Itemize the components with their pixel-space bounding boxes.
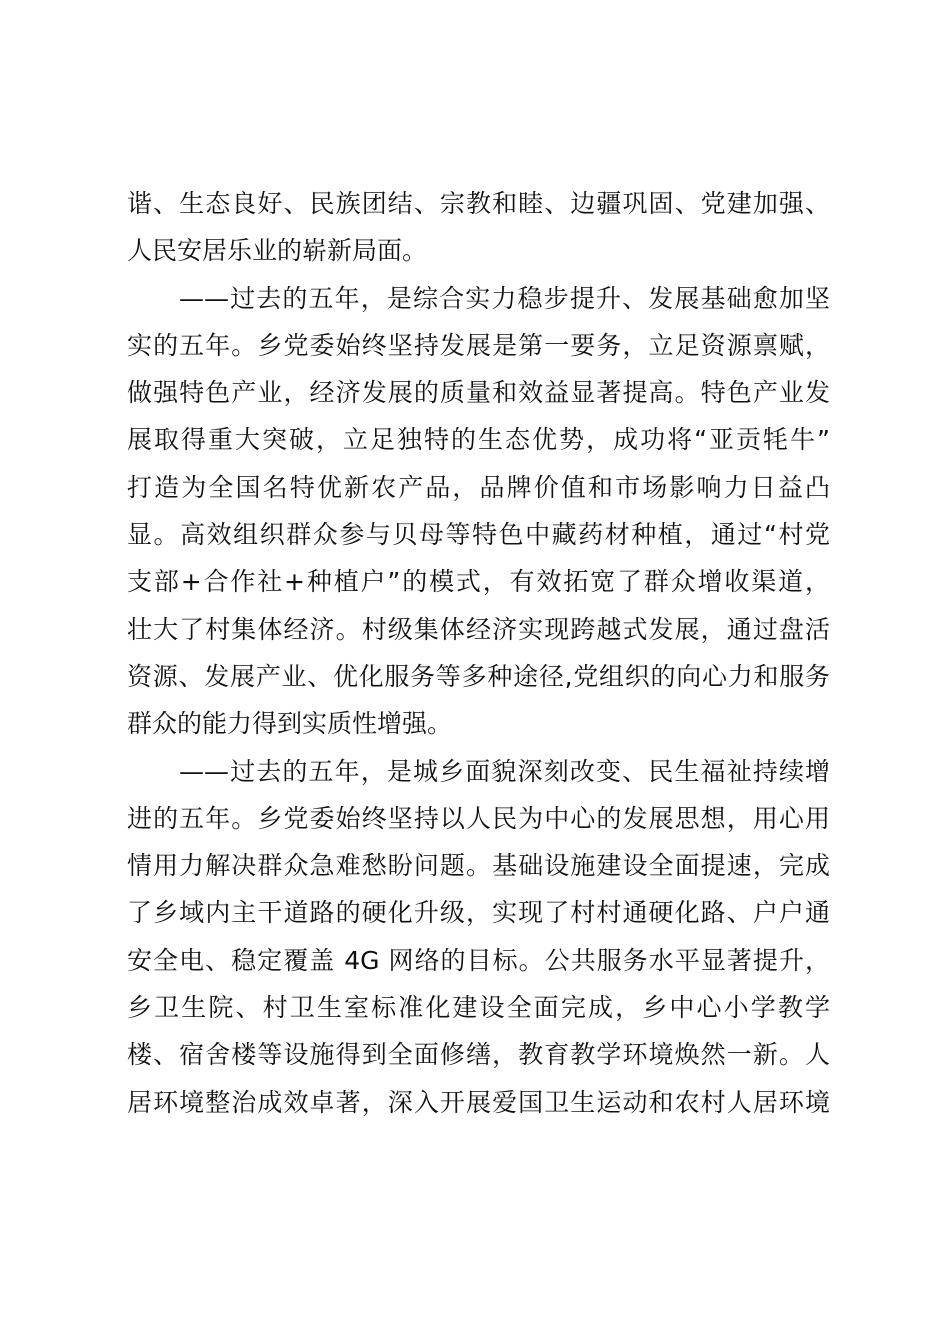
text-line: 谐、生态良好、民族团结、宗教和睦、边疆巩固、党建加强、 xyxy=(127,189,830,218)
text-line: 乡卫生院、村卫生室标准化建设全面完成，乡中心小学教学 xyxy=(127,993,830,1023)
text-line: 做强特色产业，经济发展的质量和效益显著提高。特色产业发 xyxy=(127,378,830,408)
body-text xyxy=(127,180,830,1126)
text-line: 支部+合作社+种植户”的模式，有效拓宽了群众增收渠道， xyxy=(127,567,830,597)
text-line: ——过去的五年，是城乡面貌深刻改变、民生福祉持续增 xyxy=(179,756,830,786)
text-line: 显。高效组织群众参与贝母等特色中藏药材种植，通过“村党 xyxy=(127,520,830,550)
text-line: 展取得重大突破，立足独特的生态优势，成功将“亚贡牦牛” xyxy=(127,425,830,455)
paragraph-1 xyxy=(127,180,830,275)
text-line: 安全电、稳定覆盖 4G 网络的目标。公共服务水平显著提升， xyxy=(127,945,830,975)
paragraph-3 xyxy=(127,748,830,1126)
text-line: 人民安居乐业的崭新局面。 xyxy=(127,236,428,266)
text-line: 居环境整治成效卓著，深入开展爱国卫生运动和农村人居环境 xyxy=(127,1087,830,1117)
text-line: ——过去的五年，是综合实力稳步提升、发展基础愈加坚 xyxy=(179,283,830,313)
text-line: 打造为全国名特优新农产品，品牌价值和市场影响力日益凸 xyxy=(127,472,830,502)
text-line: 群众的能力得到实质性增强。 xyxy=(127,709,453,739)
text-line: 壮大了村集体经济。村级集体经济实现跨越式发展，通过盘活 xyxy=(127,614,830,644)
text-line: 楼、宿舍楼等设施得到全面修缮，教育教学环境焕然一新。人 xyxy=(127,1040,830,1070)
text-line: 情用力解决群众急难愁盼问题。基础设施建设全面提速，完成 xyxy=(127,851,830,881)
text-line: 进的五年。乡党委始终坚持以人民为中心的发展思想，用心用 xyxy=(127,803,830,833)
text-line: 实的五年。乡党委始终坚持发展是第一要务，立足资源禀赋， xyxy=(127,330,830,360)
paragraph-2 xyxy=(127,275,830,748)
text-line: 了乡域内主干道路的硬化升级，实现了村村通硬化路、户户通 xyxy=(127,898,830,928)
text-line: 资源、发展产业、优化服务等多种途径,党组织的向心力和服务 xyxy=(127,661,830,691)
